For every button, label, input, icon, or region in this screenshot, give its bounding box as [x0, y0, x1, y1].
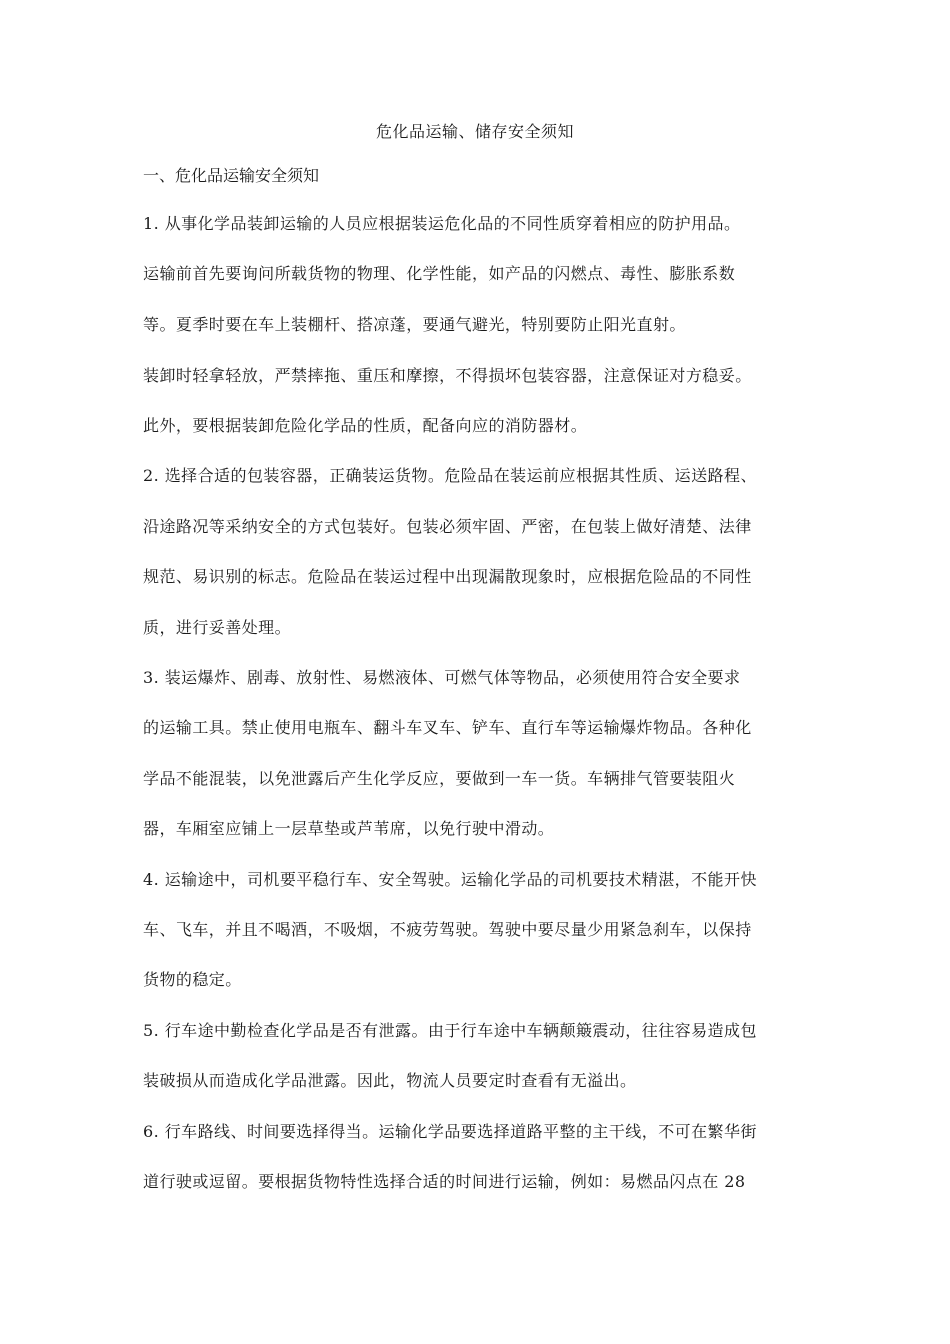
text-line-1: 1. 从事化学品装卸运输的人员应根据装运危化品的不同性质穿着相应的防护用品。 — [143, 214, 741, 233]
text-line-15: 车、飞车，并且不喝酒，不吸烟，不疲劳驾驶。驾驶中要尽量少用紧急刹车，以保持 — [143, 920, 752, 939]
text-line-9: 质，进行妥善处理。 — [143, 618, 292, 637]
text-line-19: 6. 行车路线、时间要选择得当。运输化学品要选择道路平整的主干线，不可在繁华街 — [143, 1122, 757, 1141]
text-line-10: 3. 装运爆炸、剧毒、放射性、易燃液体、可燃气体等物品，必须使用符合安全要求 — [143, 668, 741, 687]
section-heading: 一、危化品运输安全须知 — [143, 166, 320, 185]
text-line-3: 等。夏季时要在车上装棚杆、搭凉蓬，要通气避光，特别要防止阳光直射。 — [143, 315, 686, 334]
text-line-5: 此外，要根据装卸危险化学品的性质，配备向应的消防器材。 — [143, 416, 588, 435]
text-line-17: 5. 行车途中勤检查化学品是否有泄露。由于行车途中车辆颠簸震动，往往容易造成包 — [143, 1021, 757, 1040]
text-line-7: 沿途路况等采纳安全的方式包装好。包装必须牢固、严密，在包装上做好清楚、法律 — [143, 517, 752, 536]
text-line-16: 货物的稳定。 — [143, 970, 242, 989]
document-title: 危化品运输、储存安全须知 — [375, 122, 574, 141]
text-line-20: 道行驶或逗留。要根据货物特性选择合适的时间进行运输，例如：易燃品闪点在 28 — [143, 1172, 746, 1191]
text-line-14: 4. 运输途中，司机要平稳行车、安全驾驶。运输化学品的司机要技术精湛，不能开快 — [143, 870, 757, 889]
text-line-13: 器，车厢室应铺上一层草垫或芦苇席，以免行驶中滑动。 — [143, 819, 555, 838]
text-line-8: 规范、易识别的标志。危险品在装运过程中出现漏散现象时，应根据危险品的不同性 — [143, 567, 752, 586]
text-line-2: 运输前首先要询问所载货物的物理、化学性能，如产品的闪燃点、毒性、膨胀系数 — [143, 264, 736, 283]
text-line-11: 的运输工具。禁止使用电瓶车、翻斗车叉车、铲车、直行车等运输爆炸物品。各种化 — [143, 718, 752, 737]
text-line-4: 装卸时轻拿轻放，严禁摔拖、重压和摩擦，不得损坏包装容器，注意保证对方稳妥。 — [143, 366, 752, 385]
text-line-6: 2. 选择合适的包装容器，正确装运货物。危险品在装运前应根据其性质、运送路程、 — [143, 466, 757, 485]
text-line-12: 学品不能混装，以免泄露后产生化学反应，要做到一车一货。车辆排气管要装阻火 — [143, 769, 736, 788]
text-line-18: 装破损从而造成化学品泄露。因此，物流人员要定时查看有无溢出。 — [143, 1071, 637, 1090]
